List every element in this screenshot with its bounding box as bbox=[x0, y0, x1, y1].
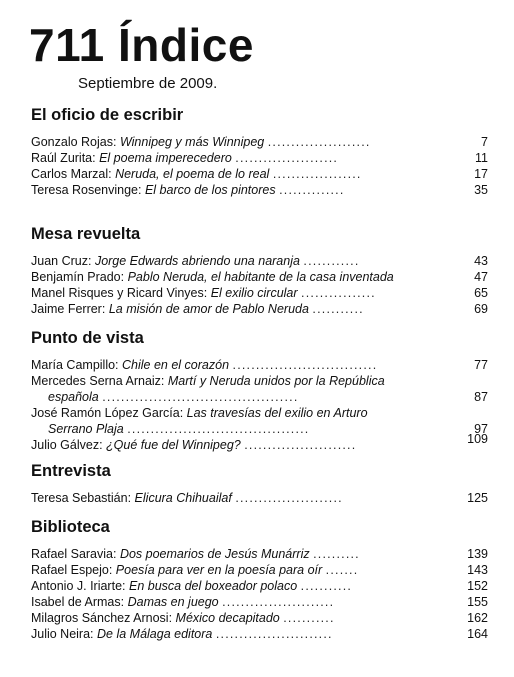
toc-entry[interactable] bbox=[31, 490, 488, 506]
toc-entry[interactable] bbox=[31, 182, 488, 198]
dot-leader: ............ bbox=[303, 253, 360, 268]
entry-page: 47 bbox=[474, 269, 488, 284]
toc-entry[interactable] bbox=[31, 626, 488, 642]
entry-work: Pablo Neruda, el habitante de la casa inventada bbox=[127, 269, 394, 284]
entry-page: 125 bbox=[467, 490, 488, 505]
dot-leader: ........................ bbox=[244, 437, 357, 452]
entry-author: José Ramón López García: bbox=[31, 405, 184, 420]
section-entrevista bbox=[31, 463, 488, 506]
section-el-oficio-de-escribir bbox=[31, 107, 488, 198]
section-title: El oficio de escribir bbox=[31, 106, 184, 124]
dot-leader: ................ bbox=[301, 285, 376, 300]
toc-entry[interactable] bbox=[31, 546, 488, 562]
toc-entry[interactable] bbox=[31, 562, 488, 578]
entry-page: 109 bbox=[467, 431, 488, 446]
entry-work: ¿Qué fue del Winnipeg? bbox=[106, 437, 241, 452]
toc-entry[interactable] bbox=[31, 285, 488, 301]
dot-leader: ....... bbox=[325, 562, 359, 577]
entry-page: 155 bbox=[467, 594, 488, 609]
section-title: Biblioteca bbox=[31, 518, 110, 536]
section-mesa-revuelta bbox=[31, 226, 488, 317]
entry-page: 35 bbox=[474, 182, 488, 197]
entry-author: Juan Cruz: bbox=[31, 253, 92, 268]
dot-leader: ....................... bbox=[235, 490, 343, 505]
entry-work: El exilio circular bbox=[210, 285, 298, 300]
dot-leader: .............. bbox=[279, 182, 345, 197]
entry-work: De la Málaga editora bbox=[97, 626, 213, 641]
entry-work-continued: española bbox=[48, 389, 99, 404]
section-title: Entrevista bbox=[31, 462, 111, 480]
dot-leader: ...................... bbox=[267, 134, 371, 149]
entry-work: Dos poemarios de Jesús Munárriz bbox=[119, 546, 310, 561]
toc-entry[interactable] bbox=[31, 166, 488, 182]
entry-page: 97 bbox=[474, 421, 488, 436]
entry-author: Milagros Sánchez Arnosi: bbox=[31, 610, 173, 625]
toc-entry[interactable] bbox=[31, 610, 488, 626]
dot-leader: ......................... bbox=[215, 626, 333, 641]
dot-leader: .......................................... bbox=[102, 389, 299, 404]
entry-page: 65 bbox=[474, 285, 488, 300]
toc-entry[interactable] bbox=[31, 594, 488, 610]
toc-entry[interactable] bbox=[31, 301, 488, 317]
entry-work: La misión de amor de Pablo Neruda bbox=[108, 301, 309, 316]
entry-author: Benjamín Prado: bbox=[31, 269, 125, 284]
entry-author: Antonio J. Iriarte: bbox=[31, 578, 126, 593]
toc-entry[interactable] bbox=[31, 357, 488, 373]
entry-page: 43 bbox=[474, 253, 488, 268]
entry-work: El barco de los pintores bbox=[144, 182, 276, 197]
entry-page: 162 bbox=[467, 610, 488, 625]
entry-page: 139 bbox=[467, 546, 488, 561]
dot-leader: ...................... bbox=[235, 150, 339, 165]
entry-work: Winnipeg y más Winnipeg bbox=[119, 134, 265, 149]
entry-author: Julio Neira: bbox=[31, 626, 94, 641]
entry-author: Raúl Zurita: bbox=[31, 150, 96, 165]
entry-author: Isabel de Armas: bbox=[31, 594, 125, 609]
entry-page: 17 bbox=[474, 166, 488, 181]
entry-page: 87 bbox=[474, 389, 488, 404]
entry-author: Manel Risques y Ricard Vinyes: bbox=[31, 285, 208, 300]
entry-page: 11 bbox=[475, 150, 488, 165]
entry-work: Damas en juego bbox=[127, 594, 219, 609]
entry-work-continued: Serrano Plaja bbox=[48, 421, 124, 436]
entry-author: Rafael Saravia: bbox=[31, 546, 117, 561]
toc-entry[interactable] bbox=[31, 269, 488, 285]
toc-entry[interactable] bbox=[31, 578, 488, 594]
entry-author: María Campillo: bbox=[31, 357, 119, 372]
entry-author: Mercedes Serna Arnaiz: bbox=[31, 373, 165, 388]
entry-page: 164 bbox=[467, 626, 488, 641]
entry-work: Martí y Neruda unidos por la República bbox=[167, 373, 385, 388]
entry-author: Gonzalo Rojas: bbox=[31, 134, 117, 149]
issue-date: Septiembre de 2009. bbox=[78, 75, 218, 92]
dot-leader: .......... bbox=[313, 546, 360, 561]
dot-leader: ........... bbox=[283, 610, 335, 625]
toc-entry[interactable] bbox=[31, 134, 488, 150]
entry-work: Las travesías del exilio en Arturo bbox=[186, 405, 368, 420]
page-title: 711 Índice bbox=[29, 19, 254, 71]
dot-leader: ........................ bbox=[222, 594, 335, 609]
entry-work: En busca del boxeador polaco bbox=[128, 578, 298, 593]
toc-entry[interactable] bbox=[31, 253, 488, 269]
entry-work: Poesía para ver en la poesía para oír bbox=[115, 562, 323, 577]
entry-page: 7 bbox=[481, 134, 488, 149]
entry-work: Elicura Chihuailaf bbox=[134, 490, 232, 505]
section-title: Punto de vista bbox=[31, 329, 144, 347]
entry-page: 69 bbox=[474, 301, 488, 316]
entry-author: Rafael Espejo: bbox=[31, 562, 113, 577]
entry-author: Julio Gálvez: bbox=[31, 437, 103, 452]
toc-entry[interactable] bbox=[31, 431, 488, 453]
dot-leader: ........... bbox=[312, 301, 364, 316]
entry-page: 152 bbox=[467, 578, 488, 593]
toc-entry[interactable] bbox=[31, 373, 488, 405]
section-punto-de-vista bbox=[31, 330, 488, 453]
entry-author: Carlos Marzal: bbox=[31, 166, 112, 181]
section-title: Mesa revuelta bbox=[31, 225, 141, 243]
entry-work: Neruda, el poema de lo real bbox=[115, 166, 270, 181]
entry-work: Chile en el corazón bbox=[122, 357, 230, 372]
section-biblioteca bbox=[31, 519, 488, 642]
entry-author: Teresa Rosenvinge: bbox=[31, 182, 142, 197]
entry-author: Teresa Sebastián: bbox=[31, 490, 132, 505]
entry-work: México decapitado bbox=[175, 610, 280, 625]
dot-leader: ........... bbox=[300, 578, 353, 593]
entry-author: Jaime Ferrer: bbox=[31, 301, 106, 316]
entry-work: Jorge Edwards abriendo una naranja bbox=[94, 253, 300, 268]
toc-entry[interactable] bbox=[31, 150, 488, 166]
entry-page: 143 bbox=[467, 562, 488, 577]
toc-entry[interactable] bbox=[31, 405, 488, 437]
dot-leader: ............................... bbox=[232, 357, 378, 372]
dot-leader: ....................................... bbox=[127, 421, 310, 436]
dot-leader: ................... bbox=[272, 166, 362, 181]
entry-page: 77 bbox=[474, 357, 488, 372]
entry-work: El poema imperecedero bbox=[99, 150, 232, 165]
